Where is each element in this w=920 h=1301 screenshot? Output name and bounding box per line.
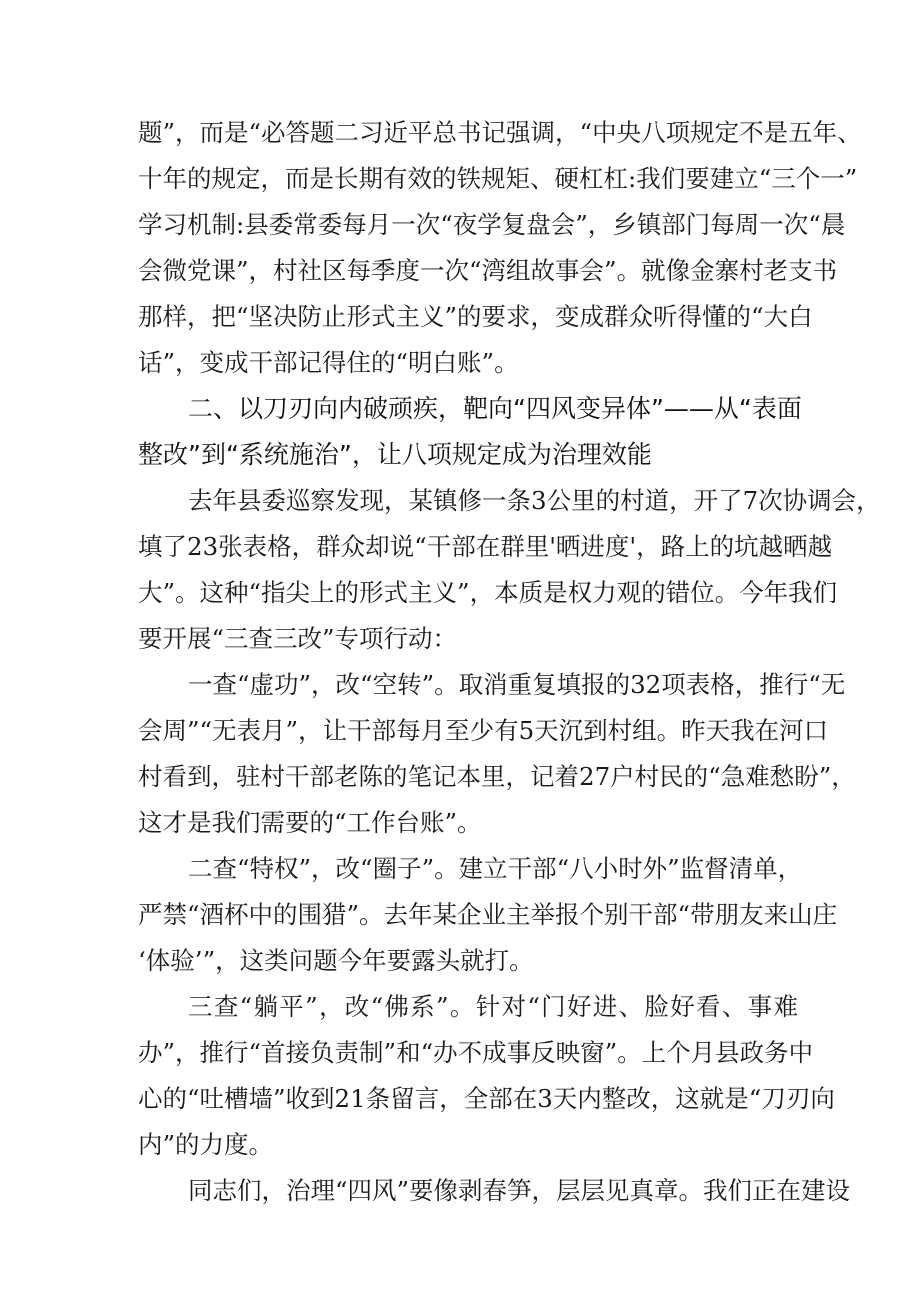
text-line: 村看到，驻村干部老陈的笔记本里，记着27户村民的“急难愁盼”，	[138, 762, 856, 791]
text-line: ‘体验’”，这类问题今年要露头就打。	[138, 946, 534, 975]
text-line: 大”。这种“指尖上的形式主义”，本质是权力观的错位。今年我们	[138, 578, 838, 607]
text-line: 一查“虚功”，改“空转”。取消重复填报的32项表格，推行“无	[188, 670, 846, 699]
text-line: 同志们，治理“四风”要像剥春笋，层层见真章。我们正在建设	[188, 1176, 851, 1205]
text-line: 会微党课”，村社区每季度一次“湾组故事会”。就像金寨村老支书	[138, 256, 838, 285]
text-line: 办”，推行“首接负责制”和“办不成事反映窗”。上个月县政务中	[138, 1038, 814, 1067]
text-line: 三查“躺平”，改“佛系”。针对“门好进、脸好看、事难	[188, 992, 798, 1021]
text-line: 要开展“三查三改”专项行动：	[138, 624, 458, 653]
text-line: 内”的力度。	[138, 1130, 274, 1159]
text-line: 学习机制:县委常委每月一次“夜学复盘会”，乡镇部门每周一次“晨	[138, 210, 846, 239]
text-line: 严禁“酒杯中的围猎”。去年某企业主举报个别干部“带朋友来山庄	[138, 900, 838, 929]
text-line: 十年的规定，而是长期有效的铁规矩、硬杠杠:我们要建立“三个一”	[138, 164, 858, 193]
text-line: 这才是我们需要的“工作台账”。	[138, 808, 482, 837]
text-line: 题”，而是“必答题二习近平总书记强调，“中央八项规定不是五年、	[138, 118, 862, 147]
section-heading: 二、以刀刃向内破顽疾，靶向“四风变异体”——从“表面	[188, 394, 802, 423]
text-line: 填了23张表格，群众却说“干部在群里'晒进度'，路上的坑越晒越	[138, 532, 833, 561]
text-line: 会周”“无表月”，让干部每月至少有5天沉到村组。昨天我在河口	[138, 716, 829, 745]
text-line: 心的“吐槽墙”收到21条留言，全部在3天内整改，这就是“刀刃向	[138, 1084, 835, 1113]
text-line: 二查“特权”，改“圈子”。建立干部“八小时外”监督清单，	[188, 854, 803, 883]
text-line: 话”，变成干部记得住的“明白账”。	[138, 348, 519, 377]
text-line: 去年县委巡察发现，某镇修一条3公里的村道，开了7次协调会，	[188, 486, 881, 515]
text-line: 那样，把“坚决防止形式主义”的要求，变成群众听得懂的“大白	[138, 302, 813, 331]
section-heading: 整改”到“系统施治”，让八项规定成为治理效能	[138, 440, 652, 469]
